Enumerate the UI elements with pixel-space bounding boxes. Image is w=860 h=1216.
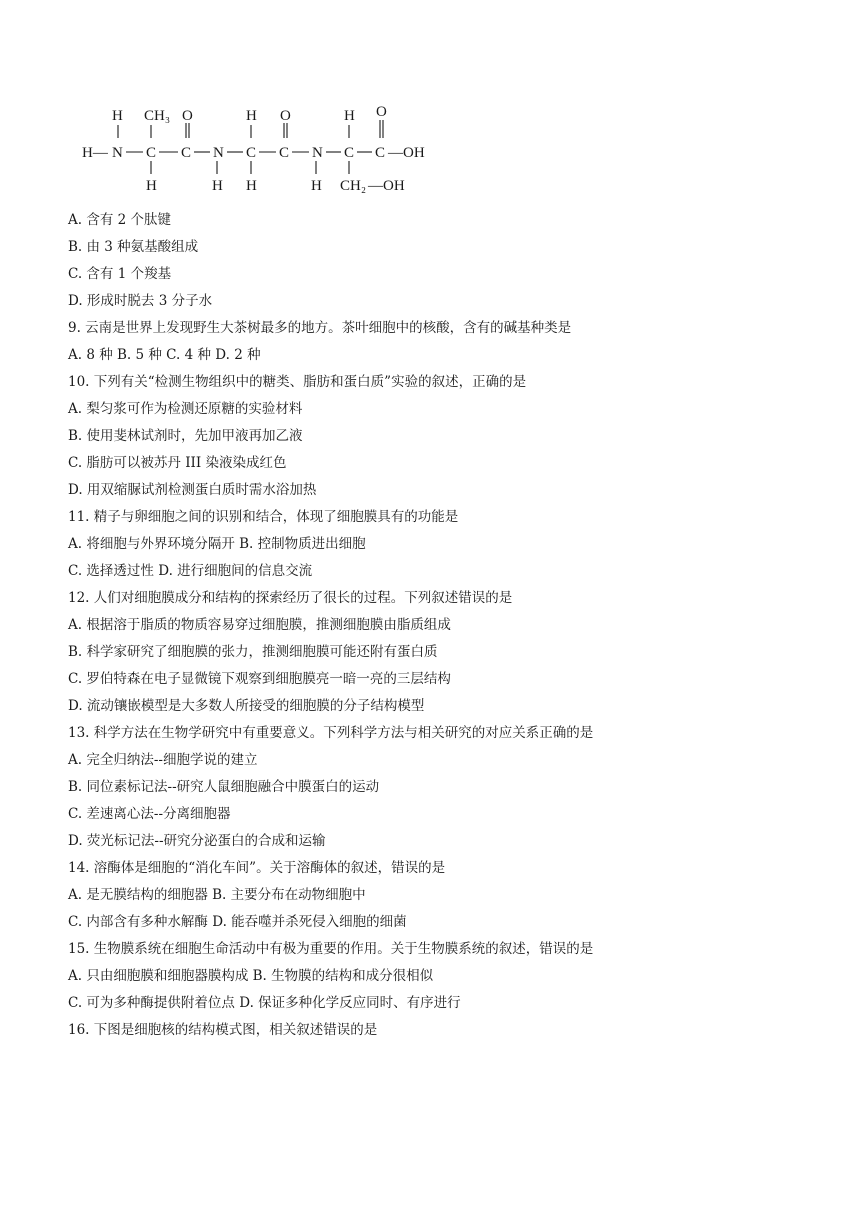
option-line: C. 差速离心法--分离细胞器: [68, 806, 231, 822]
question-text: [68, 210, 828, 1047]
atom-ch3-top: CH₃: [144, 108, 171, 124]
option-line: A. 是无膜结构的细胞器 B. 主要分布在动物细胞中: [68, 887, 366, 903]
atom-h-top-2: H: [246, 108, 257, 124]
question-stem-14: 14. 溶酶体是细胞的“消化车间”。关于溶酶体的叙述，错误的是: [68, 860, 446, 876]
option-line: D. 流动镶嵌模型是大多数人所接受的细胞膜的分子结构模型: [68, 698, 425, 714]
question-stem-15: 15. 生物膜系统在细胞生命活动中有极为重要的作用。关于生物膜系统的叙述，错误的是: [68, 941, 594, 957]
question-stem-16: 16. 下图是细胞核的结构模式图，相关叙述错误的是: [68, 1022, 378, 1038]
atom-c-4: C: [279, 145, 290, 161]
atom-h-bottom-1: H: [146, 178, 157, 194]
option-line: A. 将细胞与外界环境分隔开 B. 控制物质进出细胞: [68, 536, 366, 552]
question-stem-10: 10. 下列有关“检测生物组织中的糖类、脂肪和蛋白质”实验的叙述，正确的是: [68, 374, 527, 390]
option-line: B. 由 3 种氨基酸组成: [68, 239, 199, 255]
atom-o-top-1: O: [182, 108, 193, 124]
option-line: D. 荧光标记法--研究分泌蛋白的合成和运输: [68, 833, 326, 849]
option-line: D. 用双缩脲试剂检测蛋白质时需水浴加热: [68, 482, 317, 498]
option-line: C. 选择透过性 D. 进行细胞间的信息交流: [68, 563, 313, 579]
option-line: C. 含有 1 个羧基: [68, 266, 172, 282]
option-line: C. 脂肪可以被苏丹 III 染液染成红色: [68, 455, 287, 471]
question-stem-9: 9. 云南是世界上发现野生大茶树最多的地方。茶叶细胞中的核酸，含有的碱基种类是: [68, 320, 572, 336]
option-line: D. 形成时脱去 3 分子水: [68, 293, 213, 309]
atom-h-left: H—: [82, 145, 108, 161]
atom-c-6: C: [375, 145, 386, 161]
atom-h-bottom-3: H: [246, 178, 257, 194]
atom-n-2: N: [213, 145, 224, 161]
atom-o-top-3: O: [376, 104, 387, 120]
atom-c-1: C: [146, 145, 157, 161]
atom-n-1: N: [112, 145, 123, 161]
option-line: A. 梨匀浆可作为检测还原糖的实验材料: [68, 401, 303, 417]
question-stem-12: 12. 人们对细胞膜成分和结构的探索经历了很长的过程。下列叙述错误的是: [68, 590, 513, 606]
option-line: A. 只由细胞膜和细胞器膜构成 B. 生物膜的结构和成分很相似: [68, 968, 434, 984]
atom-n-3: N: [312, 145, 323, 161]
atom-h-top-1: H: [112, 108, 123, 124]
atom-c-2: C: [181, 145, 192, 161]
atom-h-bottom-2: H: [212, 178, 223, 194]
option-line: A. 根据溶于脂质的物质容易穿过细胞膜，推测细胞膜由脂质组成: [68, 617, 451, 633]
option-line: C. 内部含有多种水解酶 D. 能吞噬并杀死侵入细胞的细菌: [68, 914, 407, 930]
option-line: A. 完全归纳法--细胞学说的建立: [68, 752, 258, 768]
option-line: C. 罗伯特森在电子显微镜下观察到细胞膜亮一暗一亮的三层结构: [68, 671, 451, 687]
atom-h-top-3: H: [344, 108, 355, 124]
option-line: A. 含有 2 个肽键: [68, 212, 172, 228]
option-line: C. 可为多种酶提供附着位点 D. 保证多种化学反应同时、有序进行: [68, 995, 461, 1011]
question-stem-11: 11. 精子与卵细胞之间的识别和结合，体现了细胞膜具有的功能是: [68, 509, 459, 525]
option-line: B. 使用斐林试剂时，先加甲液再加乙液: [68, 428, 303, 444]
atom-c-5: C: [344, 145, 355, 161]
atom-ch2-bottom: CH₂: [340, 178, 367, 194]
question-stem-13: 13. 科学方法在生物学研究中有重要意义。下列科学方法与相关研究的对应关系正确的是: [68, 725, 594, 741]
atom-oh-bottom: —OH: [368, 178, 405, 194]
option-line: B. 科学家研究了细胞膜的张力，推测细胞膜可能还附有蛋白质: [68, 644, 438, 660]
option-line: B. 同位素标记法--研究人鼠细胞融合中膜蛋白的运动: [68, 779, 380, 795]
atom-oh-terminal: —OH: [388, 145, 425, 161]
atom-o-top-2: O: [280, 108, 291, 124]
atom-h-bottom-4: H: [311, 178, 322, 194]
tripeptide-structural-formula: [80, 104, 440, 196]
atom-c-3: C: [246, 145, 257, 161]
option-line: A. 8 种 B. 5 种 C. 4 种 D. 2 种: [68, 347, 261, 363]
